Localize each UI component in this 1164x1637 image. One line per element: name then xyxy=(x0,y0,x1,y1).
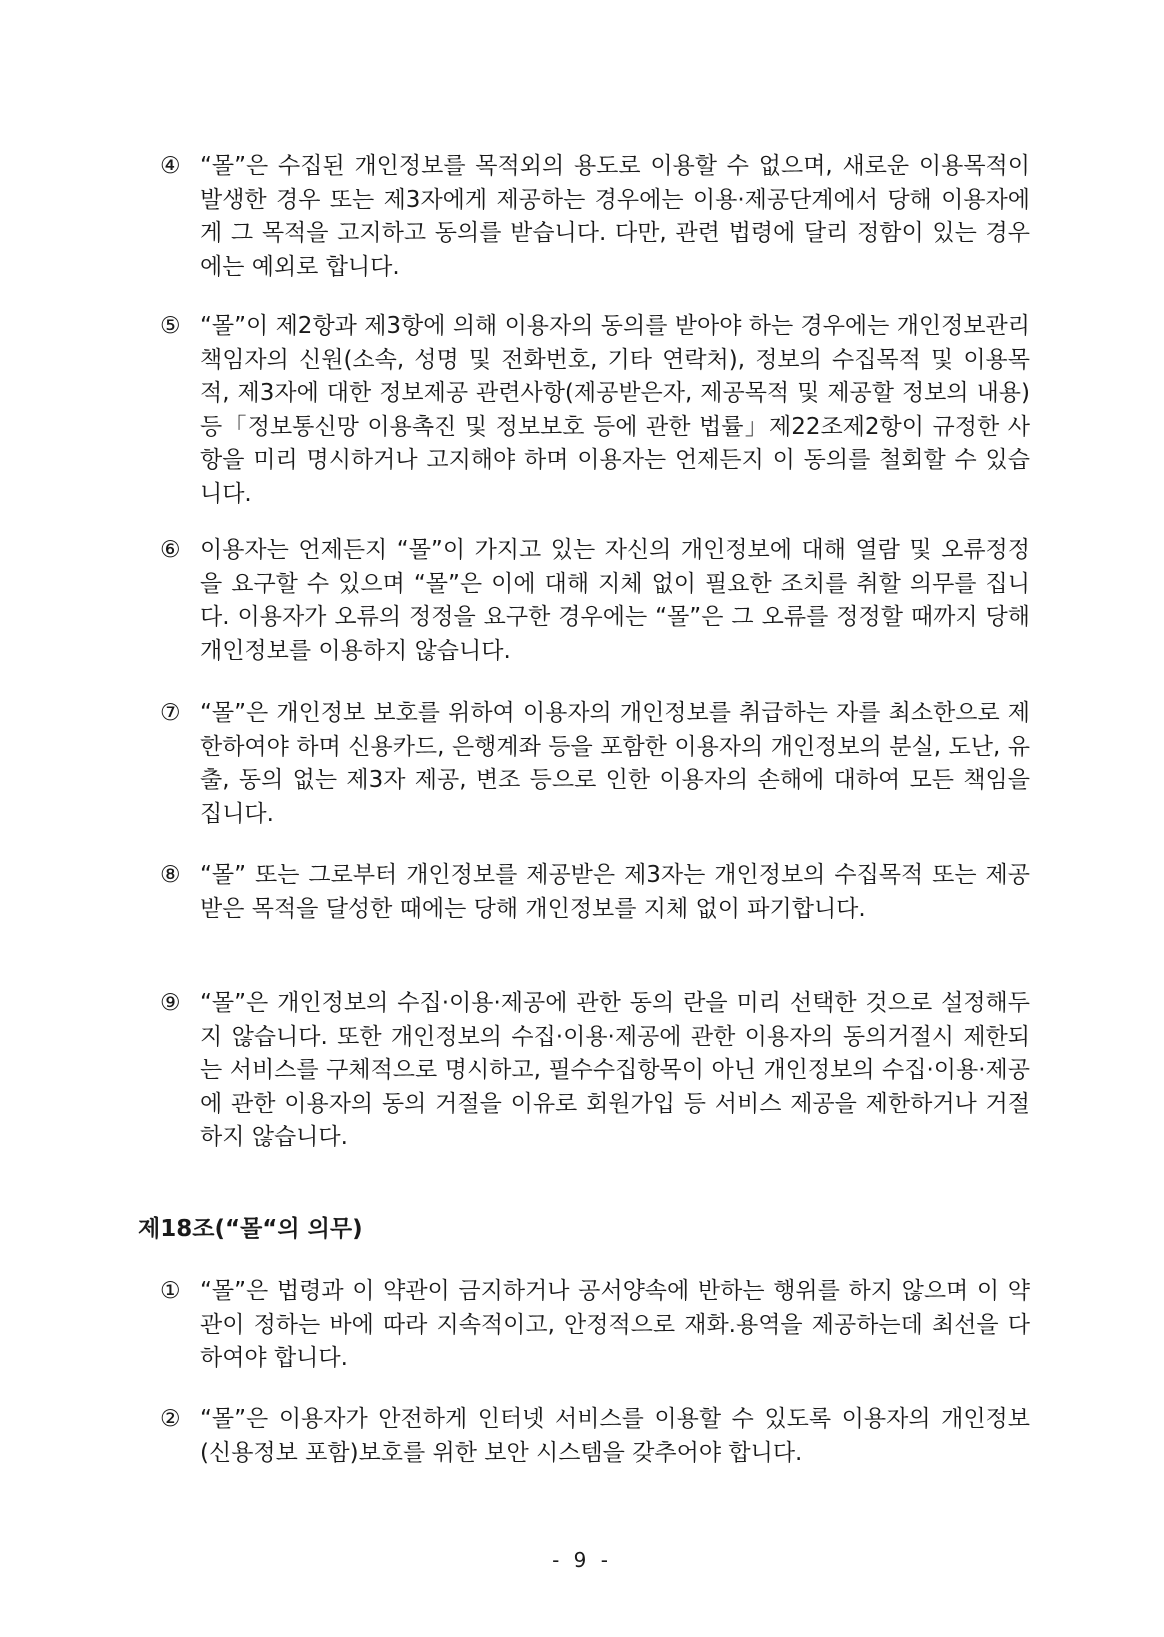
clause-item-7 xyxy=(160,697,1030,831)
clause-number: ④ xyxy=(160,153,181,179)
clause-text: “몰”은 수집된 개인정보를 목적외의 용도로 이용할 수 없으며, 새로운 이용목적이 발생한 경우 또는 제3자에게 제공하는 경우에는 이용·제공단계에서 당해 이용자에게 그 목적을 고지하고 동의를 받습니다. 다만, 관련 법령에 달리 정함이 있는 경우에는 예외로 합니다. xyxy=(200,153,1030,280)
clause-text: “몰” 또는 그로부터 개인정보를 제공받은 제3자는 개인정보의 수집목적 또는 제공받은 목적을 달성한 때에는 당해 개인정보를 지체 없이 파기합니다. xyxy=(200,862,1030,922)
clause-number: ⑥ xyxy=(160,537,181,563)
clause-item-8 xyxy=(160,859,1030,926)
clause-text: “몰”은 법령과 이 약관이 금지하거나 공서양속에 반하는 행위를 하지 않으며 이 약관이 정하는 바에 따라 지속적이고, 안정적으로 재화.용역을 제공하는데 최선을 다하여야 합니다. xyxy=(200,1278,1030,1371)
clause-number: ① xyxy=(160,1278,181,1304)
clause-number: ⑧ xyxy=(160,862,181,888)
clause-text: “몰”이 제2항과 제3항에 의해 이용자의 동의를 받아야 하는 경우에는 개인정보관리 책임자의 신원(소속, 성명 및 전화번호, 기타 연락처), 정보의 수집목적 및 이용목적, 제3자에 대한 정보제공 관련사항(제공받은자, 제공목적 및 제공할 정보의 내용) 등「정보통신망 이용촉진 및 정보보호 등에 관한 법률」제22조제2항이 규정한 사항을 미리 명시하거나 고지해야 하며 이용자는 언제든지 이 동의를 철회할 수 있습니다. xyxy=(200,313,1030,507)
clause-text: “몰”은 개인정보의 수집·이용·제공에 관한 동의 란을 미리 선택한 것으로 설정해두지 않습니다. 또한 개인정보의 수집·이용·제공에 관한 이용자의 동의거절시 제한되는 서비스를 구체적으로 명시하고, 필수수집항목이 아닌 개인정보의 수집·이용·제공에 관한 이용자의 동의 거절을 이유로 회원가입 등 서비스 제공을 제한하거나 거절하지 않습니다. xyxy=(200,990,1030,1150)
duty-item-1 xyxy=(160,1275,1030,1376)
clause-number: ② xyxy=(160,1406,181,1432)
clause-item-5 xyxy=(160,310,1030,511)
clause-item-4 xyxy=(160,150,1030,284)
clause-item-9 xyxy=(160,987,1030,1155)
section-heading: 제18조(“몰“의 의무) xyxy=(138,1216,363,1242)
clause-number: ⑦ xyxy=(160,700,181,726)
page-number: - 9 - xyxy=(552,1548,612,1572)
clause-number: ⑨ xyxy=(160,990,181,1016)
clause-item-6 xyxy=(160,534,1030,668)
clause-text: “몰”은 개인정보 보호를 위하여 이용자의 개인정보를 취급하는 자를 최소한으로 제한하여야 하며 신용카드, 은행계좌 등을 포함한 이용자의 개인정보의 분실, 도난, 유출, 동의 없는 제3자 제공, 변조 등으로 인한 이용자의 손해에 대하여 모든 책임을 집니다. xyxy=(200,700,1030,827)
clause-text: “몰”은 이용자가 안전하게 인터넷 서비스를 이용할 수 있도록 이용자의 개인정보(신용정보 포함)보호를 위한 보안 시스템을 갖추어야 합니다. xyxy=(200,1406,1030,1466)
clause-number: ⑤ xyxy=(160,313,181,339)
duty-item-2 xyxy=(160,1403,1030,1470)
clause-text: 이용자는 언제든지 “몰”이 가지고 있는 자신의 개인정보에 대해 열람 및 오류정정을 요구할 수 있으며 “몰”은 이에 대해 지체 없이 필요한 조치를 취할 의무를 집니다. 이용자가 오류의 정정을 요구한 경우에는 “몰”은 그 오류를 정정할 때까지 당해 개인정보를 이용하지 않습니다. xyxy=(200,537,1030,664)
